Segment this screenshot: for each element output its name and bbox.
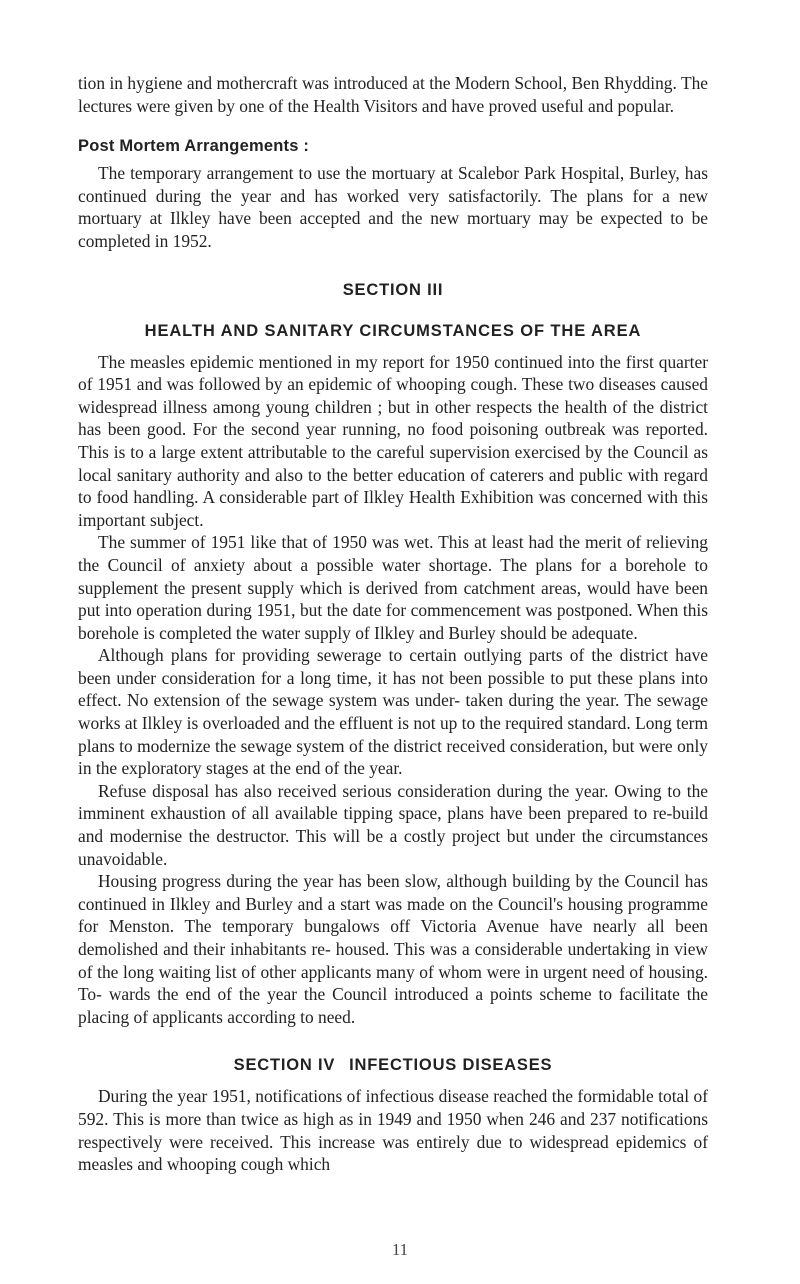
section-3-paragraph: The summer of 1951 like that of 1950 was wet. This at least had the merit of relieving the Council of anxiety about a possible water shortage. The plans for a borehole to supplement the present supply which is derived from catchment areas, would have been put into operation during 1951, but the date for commencement was postponed. When this borehole is completed the water supply of Ilkley and Burley should be adequate. <box>78 532 708 643</box>
section-4-paragraph: During the year 1951, notifications of infectious disease reached the formidable total of 592. This is more than twice as high as in 1949 and 1950 when 246 and 237 notifications respectively were received. This increase was entirely due to widespread epidemics of measles and whooping cough which <box>78 1086 708 1175</box>
section-4-label: SECTION IV <box>233 1056 336 1075</box>
section-3-paragraph: Although plans for providing sewerage to certain outlying parts of the district have been under consideration for a long time, it has not been possible to put these plans into effect. No extension of the sewage system was under- taken during the year. The sewage works at Ilkley is overloaded and the effluent is not up to the required standard. Long term plans to modernize the sewage system of the district received consideration, but were only in the exploratory stages at the end of the year. <box>78 645 708 779</box>
section-4-heading <box>78 1056 708 1075</box>
section-3-paragraph: Refuse disposal has also received serious consideration during the year. Owing to the imminent exhaustion of all available tipping space, plans have been prepared to re-build and modernise the destructor. This will be a costly project but under the circumstances unavoidable. <box>78 780 708 869</box>
section-4-title: INFECTIOUS DISEASES <box>349 1056 553 1075</box>
section-3-label: SECTION III <box>342 280 444 299</box>
continued-paragraph: tion in hygiene and mothercraft was introduced at the Modern School, Ben Rhydding. The lectures were given by one of the Health Visitors and have proved useful and popular. <box>78 73 708 116</box>
page-content <box>78 72 708 1176</box>
page-number: 11 <box>391 1240 409 1259</box>
post-mortem-paragraph: The temporary arrangement to use the mortuary at Scalebor Park Hospital, Burley, has continued during the year and has worked very satisfactorily. The plans for a new mortuary at Ilkley have been accepted and the new mortuary may be expected to be completed in 1952. <box>78 163 708 251</box>
section-3-title: HEALTH AND SANITARY CIRCUMSTANCES OF THE AREA <box>144 321 642 340</box>
section-3-paragraph: The measles epidemic mentioned in my report for 1950 continued into the first quarter of 1951 and was followed by an epidemic of whooping cough. These two diseases caused widespread illness among young children ; but in other respects the health of the district has been good. For the second year running, no food poisoning outbreak was reported. This is to a large extent attributable to the careful supervision exercised by the Council as local sanitary authority and also to the better education of caterers and public with regard to food handling. A considerable part of Ilkley Health Exhibition was concerned with this important subject. <box>78 351 708 530</box>
post-mortem-heading: Post Mortem Arrangements : <box>78 137 310 156</box>
section-3-paragraph: Housing progress during the year has been slow, although building by the Council has continued in Ilkley and Burley and a start was made on the Council's housing programme for Menston. The temporary bungalows off Victoria Avenue have nearly all been demolished and their inhabitants re- housed. This was a considerable undertaking in view of the long waiting list of other applicants many of whom were in urgent need of housing. To- wards the end of the year the Council introduced a points scheme to facilitate the placing of applicants according to need. <box>78 871 708 1027</box>
